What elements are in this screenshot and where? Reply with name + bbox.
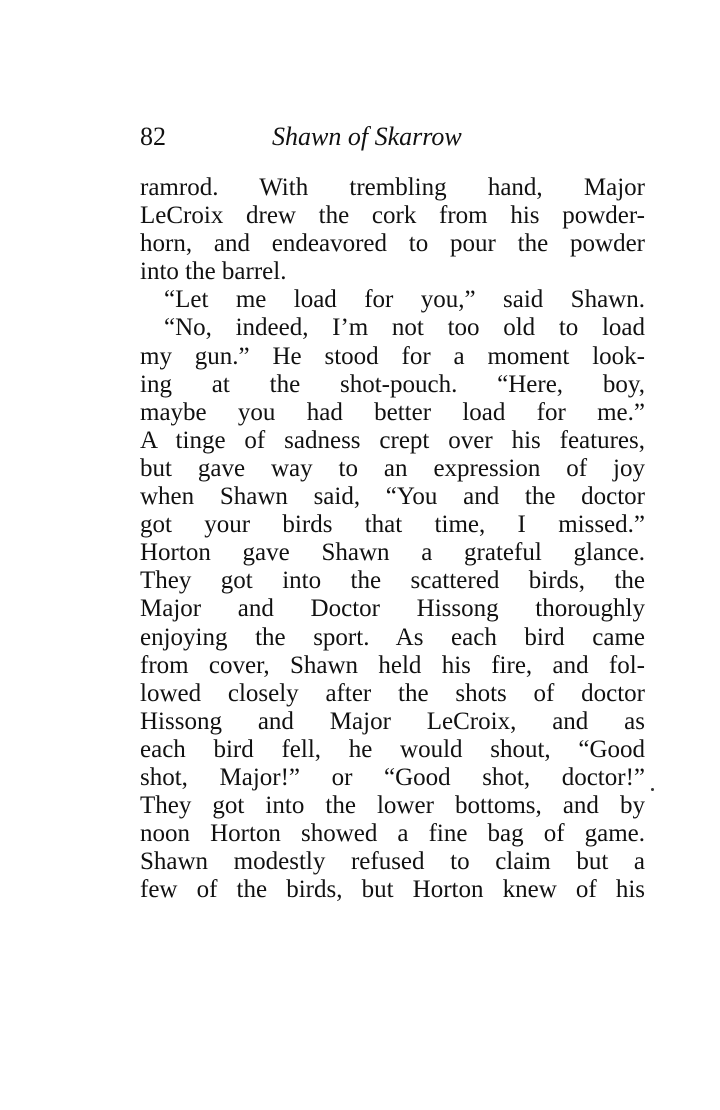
text-line: Horton gave Shawn a grateful glance. <box>140 539 645 567</box>
text-line: from cover, Shawn held his fire, and fol- <box>140 651 645 679</box>
text-line: They got into the lower bottoms, and by <box>140 792 645 820</box>
running-head <box>140 120 650 154</box>
text-line: maybe you had better load for me.” <box>140 398 645 426</box>
text-line: shot, Major!” or “Good shot, doctor!” <box>140 763 645 791</box>
text-line: noon Horton showed a fine bag of game. <box>140 820 645 848</box>
text-line: Shawn modestly refused to claim but a <box>140 848 645 876</box>
text-line: lowed closely after the shots of doctor <box>140 679 645 707</box>
page-number: 82 <box>140 122 166 151</box>
text-line: few of the birds, but Horton knew of his <box>140 876 645 904</box>
text-line: got your birds that time, I missed.” <box>140 511 645 539</box>
text-line: Hissong and Major LeCroix, and as <box>140 707 645 735</box>
text-line: enjoying the sport. As each bird came <box>140 623 645 651</box>
text-line: “No, indeed, I’m not too old to load <box>164 314 645 342</box>
stray-ink-mark <box>651 788 654 791</box>
text-line: each bird fell, he would shout, “Good <box>140 735 645 763</box>
text-line: ramrod. With trembling hand, Major <box>140 174 645 201</box>
text-line: A tinge of sadness crept over his features, <box>140 426 645 454</box>
text-line: They got into the scattered birds, the <box>140 567 645 595</box>
text-line: into the barrel. <box>140 258 287 286</box>
text-line: horn, and endeavored to pour the powder <box>140 230 645 258</box>
text-line: Major and Doctor Hissong thoroughly <box>140 595 645 623</box>
running-title: Shawn of Skarrow <box>272 122 462 151</box>
text-line: my gun.” He stood for a moment look- <box>140 342 645 370</box>
text-line: ing at the shot-pouch. “Here, boy, <box>140 370 645 398</box>
body-text <box>140 174 645 904</box>
text-line: LeCroix drew the cork from his powder- <box>140 202 645 230</box>
text-line: “Let me load for you,” said Shawn. <box>164 286 645 314</box>
text-line: but gave way to an expression of joy <box>140 454 645 482</box>
text-line: when Shawn said, “You and the doctor <box>140 483 645 511</box>
